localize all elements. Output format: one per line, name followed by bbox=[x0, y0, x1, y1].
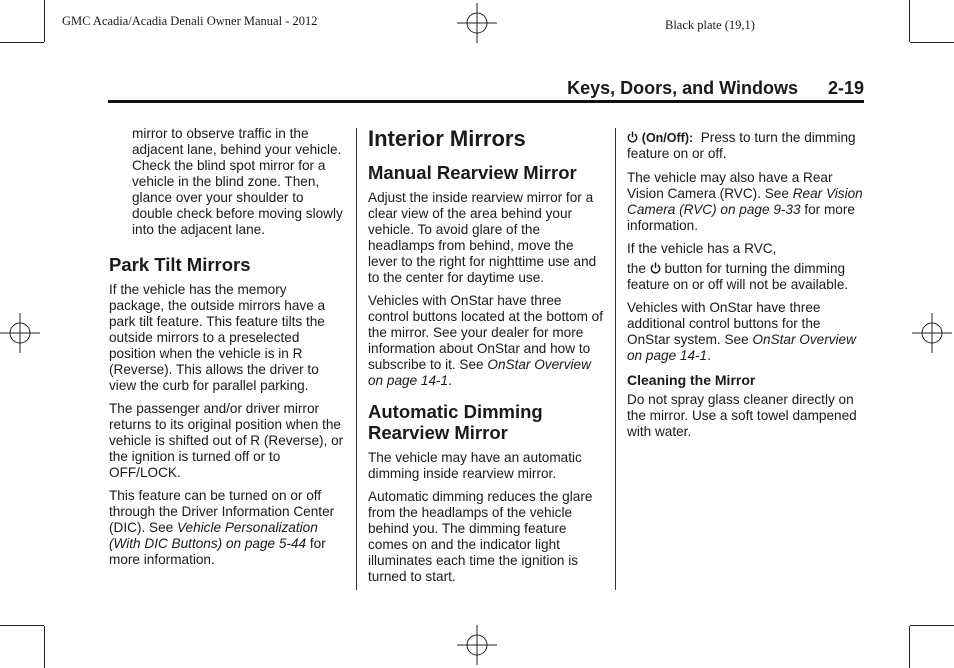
auto-dimming-heading: Automatic Dimming Rearview Mirror bbox=[368, 401, 543, 443]
section-title-interior-mirrors: Interior Mirrors bbox=[368, 126, 526, 151]
crop-mark bbox=[44, 0, 45, 42]
paragraph bbox=[109, 488, 345, 568]
paragraph: The passenger and/or driver mirror returns to its original position when the vehicle is shifted out of R (Reverse), or the ignition is turned off or to OFF/LOCK. bbox=[109, 401, 344, 480]
park-tilt-heading: Park Tilt Mirrors bbox=[109, 254, 251, 275]
manual-mirror-heading: Manual Rearview Mirror bbox=[368, 162, 577, 183]
text: This feature can be turned on or off through the Driver Information Center (DIC). See bbox=[109, 488, 335, 535]
text: The vehicle may also have a Rear Vision Camera (RVC). See bbox=[627, 170, 833, 201]
text: Vehicles with OnStar have three additional control buttons for the OnStar system. See bbox=[627, 300, 821, 347]
paragraph: If the vehicle has the memory package, the outside mirrors have a park tilt feature. This feature tilts the outside mirrors to a preselected position when the vehicle is in R (Reverse). This allows the driver to view the curb for parallel parking. bbox=[109, 282, 326, 393]
column-divider bbox=[615, 128, 616, 590]
registration-mark-icon bbox=[457, 625, 497, 665]
paragraph bbox=[627, 241, 863, 257]
cross-reference-link[interactable]: Vehicle Personalization (With DIC Buttons) on page 5-44 bbox=[109, 520, 318, 551]
cross-reference-link[interactable]: Rear Vision Camera (RVC) on page 9-33 bbox=[627, 186, 863, 217]
intro-paragraph: mirror to observe traffic in the adjacent lane, behind your vehicle. Check the blind spot mirror for a vehicle in the blind zone. Then, glance over your shoulder to double check before moving slowly into the adjacent lane. bbox=[132, 126, 343, 237]
text: the bbox=[627, 261, 650, 276]
crop-mark bbox=[0, 42, 44, 43]
column-1 bbox=[109, 126, 345, 575]
crop-mark bbox=[909, 0, 910, 42]
cleaning-heading: Cleaning the Mirror bbox=[627, 372, 756, 388]
text: for more information. bbox=[109, 536, 326, 567]
power-icon bbox=[650, 262, 661, 274]
column-3 bbox=[627, 130, 863, 447]
page-number: 2-19 bbox=[827, 78, 864, 98]
paragraph bbox=[368, 293, 604, 389]
section-title: Keys, Doors, and Windows bbox=[567, 78, 798, 98]
cross-reference-link[interactable]: OnStar Overview on page 14-1 bbox=[627, 332, 856, 363]
text: . bbox=[448, 373, 452, 388]
plate-label: Black plate (19,1) bbox=[665, 18, 755, 32]
onoff-label: (On/Off): bbox=[641, 131, 694, 145]
crop-mark bbox=[909, 626, 910, 668]
paragraph bbox=[627, 130, 863, 162]
text: button for turning the dimming feature on or off will not be available. bbox=[627, 261, 849, 292]
crop-mark bbox=[910, 625, 954, 626]
paragraph bbox=[627, 300, 863, 364]
crop-mark bbox=[910, 42, 954, 43]
text: for more information. bbox=[627, 202, 855, 233]
crop-mark bbox=[44, 626, 45, 668]
registration-mark-icon bbox=[457, 3, 497, 43]
text: If the vehicle has a RVC, bbox=[627, 241, 777, 256]
paragraph bbox=[627, 170, 863, 234]
text: Press to turn the dimming feature on or off. bbox=[627, 130, 856, 161]
registration-mark-icon bbox=[912, 313, 952, 353]
column-2 bbox=[368, 126, 604, 592]
paragraph: Automatic dimming reduces the glare from the headlamps of the vehicle behind you. The dimming feature comes on and the indicator light illuminates each time the ignition is turned to start. bbox=[368, 489, 593, 584]
registration-mark-icon bbox=[0, 313, 40, 353]
paragraph bbox=[627, 261, 863, 293]
paragraph: The vehicle may have an automatic dimming inside rearview mirror. bbox=[368, 450, 582, 481]
power-icon bbox=[627, 131, 638, 143]
manual-title: GMC Acadia/Acadia Denali Owner Manual - 2012 bbox=[62, 14, 318, 28]
paragraph: Do not spray glass cleaner directly on the mirror. Use a soft towel dampened with water. bbox=[627, 392, 857, 439]
text: . bbox=[707, 348, 711, 363]
running-head bbox=[108, 78, 864, 103]
column-divider bbox=[356, 128, 357, 590]
cross-reference-link[interactable]: OnStar Overview on page 14-1 bbox=[368, 357, 591, 388]
paragraph: Adjust the inside rearview mirror for a clear view of the area behind your vehicle. To avoid glare of the headlamps from behind, move the lever to the right for nighttime use and to the center for daytime use. bbox=[368, 190, 597, 285]
crop-mark bbox=[0, 625, 44, 626]
text: Vehicles with OnStar have three control buttons located at the bottom of the mirror. See your dealer for more information about OnStar and how to subscribe to it. See bbox=[368, 293, 604, 372]
